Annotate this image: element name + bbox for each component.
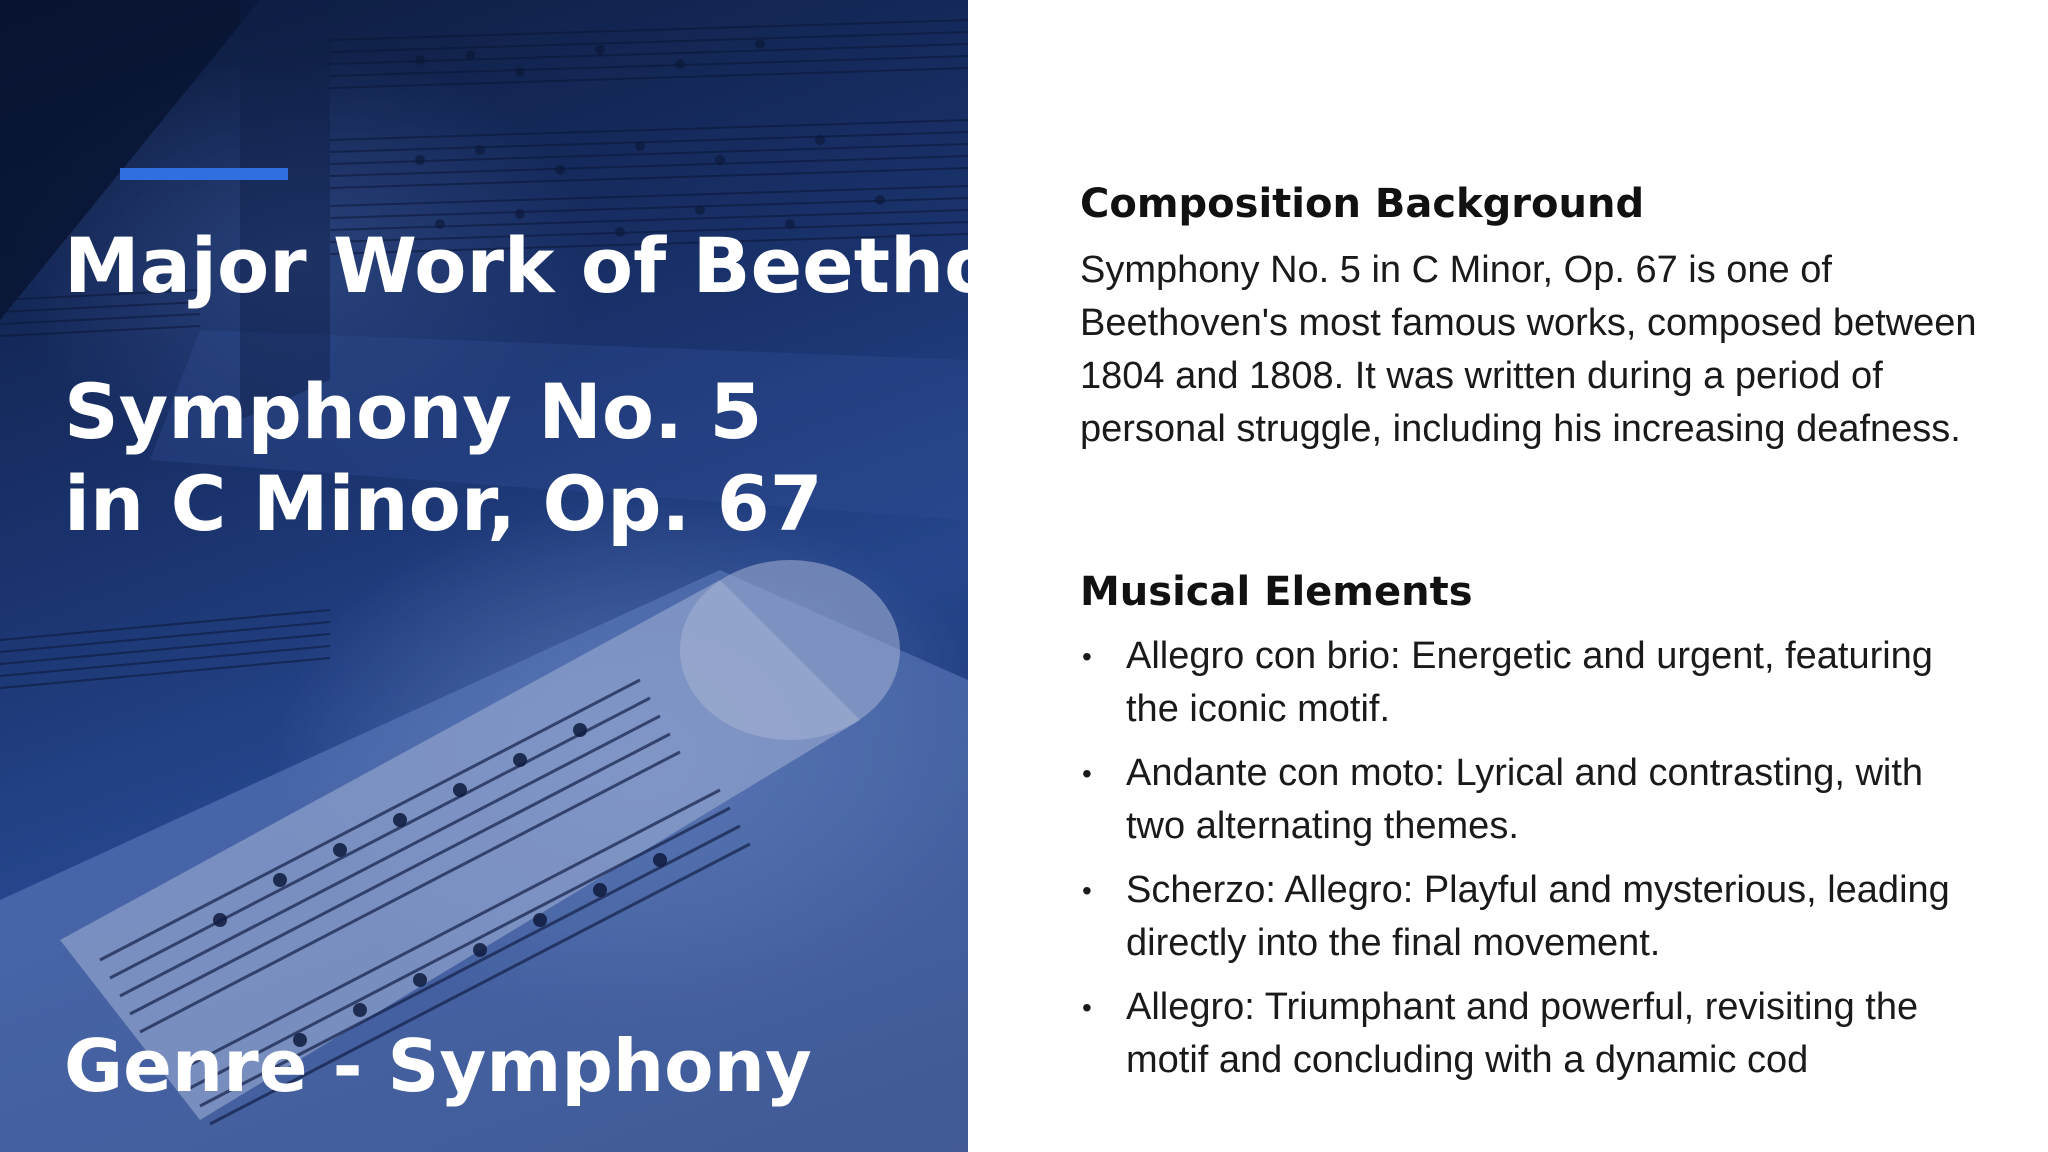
composition-background-title: Composition Background bbox=[1080, 181, 1645, 227]
list-item-text: Allegro con brio: Energetic and urgent, featuring the iconic motif. bbox=[1126, 635, 1933, 730]
list-item-text: Andante con moto: Lyrical and contrasting, with two alternating themes. bbox=[1126, 752, 1924, 847]
slide-heading: Major Work of Beethoven bbox=[64, 221, 1152, 310]
list-item bbox=[1080, 747, 1980, 853]
composition-background-text: Symphony No. 5 in C Minor, Op. 67 is one of Beethoven's most famous works, composed between 1804 and 1808. It was written during a period of personal struggle, including his increasing deafness. bbox=[1080, 249, 1977, 450]
genre-label: Genre - Symphony bbox=[64, 1024, 812, 1108]
musical-elements-title: Musical Elements bbox=[1080, 569, 1473, 615]
bullet-dot-icon: • bbox=[1082, 992, 1092, 1023]
work-title-line-2: in C Minor, Op. 67 bbox=[64, 459, 823, 548]
list-item-text: Allegro: Triumphant and powerful, revisiting the motif and concluding with a dynamic cod bbox=[1126, 986, 1919, 1081]
list-item bbox=[1080, 981, 1980, 1087]
content-panel bbox=[1080, 0, 2000, 1152]
bullet-dot-icon: • bbox=[1082, 875, 1092, 906]
accent-bar bbox=[120, 168, 288, 180]
musical-elements-list bbox=[1080, 630, 1980, 1098]
bullet-dot-icon: • bbox=[1082, 758, 1092, 789]
bullet-dot-icon: • bbox=[1082, 641, 1092, 672]
list-item bbox=[1080, 630, 1980, 736]
list-item bbox=[1080, 864, 1980, 970]
list-item-text: Scherzo: Allegro: Playful and mysterious, leading directly into the final movement. bbox=[1126, 869, 1950, 964]
work-title-line-1: Symphony No. 5 bbox=[64, 367, 763, 456]
